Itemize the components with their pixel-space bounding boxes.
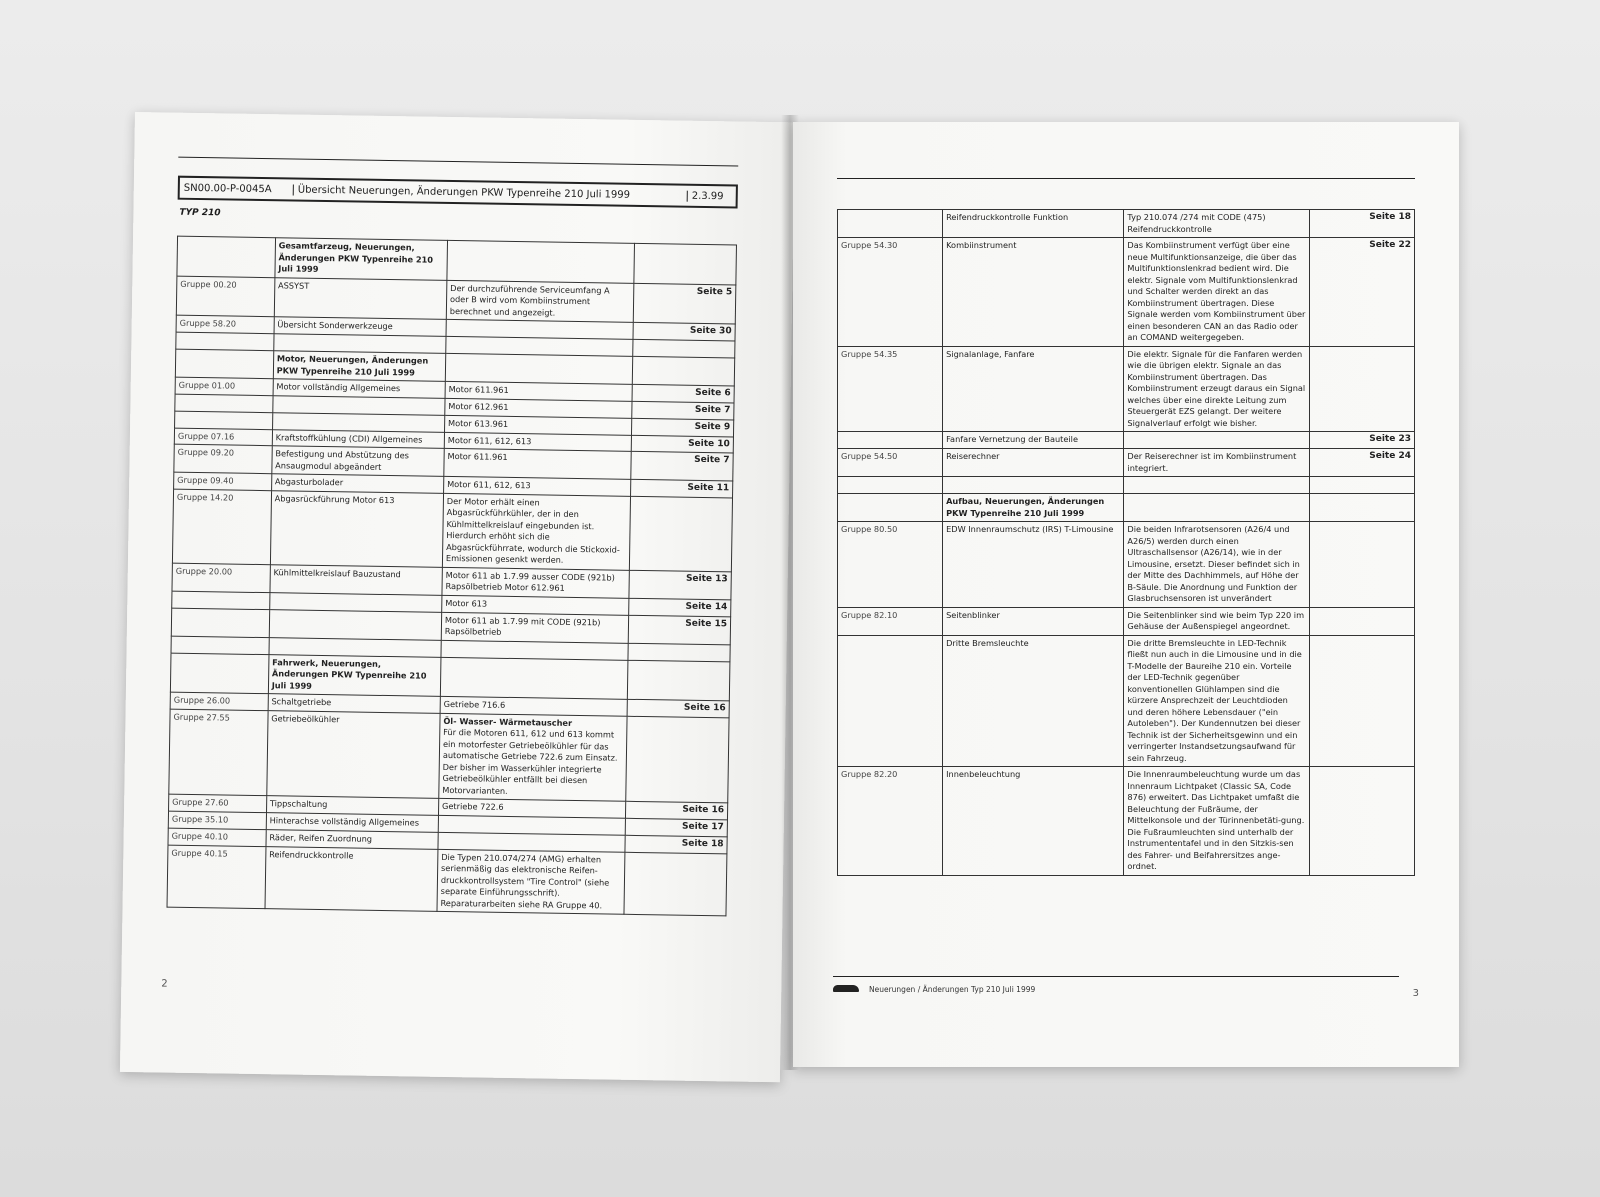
group-cell: Gruppe 26.00	[170, 692, 268, 710]
page-ref-cell	[633, 339, 735, 358]
right-overview-table	[837, 209, 1415, 876]
page-ref-cell: Seite 24	[1309, 449, 1414, 477]
table-row	[838, 346, 1415, 432]
page-ref-cell: Seite 5	[633, 283, 736, 324]
page-ref-cell: Seite 7	[631, 451, 733, 481]
group-cell: Gruppe 54.35	[838, 346, 943, 432]
group-cell: Gruppe 54.30	[838, 238, 943, 347]
group-cell	[175, 394, 273, 413]
header-title: Übersicht Neuerungen, Änderungen PKW Typenreihe 210 Juli 1999	[294, 184, 688, 201]
table-row	[838, 607, 1415, 635]
detail-cell: Die beiden Infrarotsensoren (A26/4 und A26/5) werden durch einen Ultraschallsensor (A26/14), wie in der Limousine, ersetzt. Dieser befindet sich in der Mitte des Dachhimmels, auf Höhe der B-Säule. Die Anordnung und Funktion der Glasbruchsensoren ist unverändert	[1124, 522, 1309, 608]
detail-cell: Die dritte Bremsleuchte in LED-Technik fließt nun auch in die Limousine und in die T-Modelle der Baureihe 210 ein. Vorteile der LED-Technik gegenüber konventionellen Glühlampen sind die kürzere Ansprechzeit der Leuchtdioden und deren höhere Lebensdauer ("ein Autoleben"). Der Kundennutzen bei dieser Technik ist der Sicherheitsgewinn und ein verringerter Instandsetzungsaufwand für sein Fahrzeug.	[1124, 635, 1309, 767]
group-cell: Gruppe 00.20	[176, 276, 274, 317]
group-cell: Gruppe 27.55	[169, 709, 268, 796]
page-ref-cell: Seite 18	[1309, 210, 1414, 238]
page-ref-cell	[626, 716, 729, 803]
topic-cell: EDW Innenraumschutz (IRS) T-Limousine	[943, 522, 1124, 608]
topic-cell: Motor vollständig Allgemeines	[273, 379, 445, 398]
page-number-right: 3	[1412, 988, 1419, 999]
group-cell: Gruppe 09.20	[174, 444, 272, 474]
page-ref-cell: Seite 22	[1309, 238, 1414, 347]
topic-cell: Dritte Bremsleuchte	[943, 635, 1124, 767]
table-row	[172, 489, 732, 572]
topic-cell: Signalanlage, Fanfare	[943, 346, 1124, 432]
group-cell	[838, 432, 943, 449]
table-row	[838, 210, 1415, 238]
detail-cell: Motor 612.961	[445, 398, 632, 418]
detail-cell: Motor 611 ab 1.7.99 mit CODE (921b) Rapsölbetrieb	[441, 612, 628, 643]
typ-label: TYP 210	[179, 207, 221, 219]
topic-cell: Getriebeölkühler	[267, 710, 440, 798]
page-ref-cell: Seite 30	[633, 322, 735, 341]
topic-cell: Abgasturbolader	[271, 474, 443, 493]
topic-cell: Fahrwerk, Neuerungen, Änderungen PKW Typenreihe 210 Juli 1999	[268, 654, 441, 696]
page-ref-cell	[1309, 477, 1414, 494]
topic-cell: Räder, Reifen Zuordnung	[266, 829, 438, 849]
document-header	[178, 176, 738, 209]
topic-cell: Motor, Neuerungen, Änderungen PKW Typenreihe 210 Juli 1999	[273, 351, 446, 382]
group-cell	[838, 494, 943, 522]
detail-cell: Typ 210.074 /274 mit CODE (475) Reifendruckkontrolle	[1124, 210, 1309, 238]
detail-cell: Der Motor erhält einen Abgasrückführkühler, der in den Kühlmittelkreislauf eingebunden ist. Hierdurch erhöht sich die Abgasrückführrate, wodurch die Stickoxid-Emissionen gesenkt werden.	[442, 493, 630, 570]
table-row	[838, 477, 1415, 494]
table-row	[838, 238, 1415, 347]
page-ref-cell: Seite 7	[632, 401, 734, 420]
topic-cell: Seitenblinker	[943, 607, 1124, 635]
group-cell	[838, 477, 943, 494]
table-row	[838, 494, 1415, 522]
page-ref-cell: Seite 13	[629, 570, 731, 600]
detail-cell: Die Innenraumbeleuchtung wurde um das Innenraum Lichtpaket (Classic SA, Code 876) erweitert. Das Lichtpaket umfaßt die Beleuchtung der Fußräume, der Mittelkonsole und der Türinnenbetäti-gung. Die Fußraumleuchten sind unterhalb der Instrumententafel und in den Sitzkis-sen des Fahrer- und Beifahrersitzes ange-ordnet.	[1124, 767, 1309, 876]
page-ref-cell: Seite 14	[629, 598, 731, 617]
table-row	[838, 522, 1415, 608]
detail-cell: Motor 611, 612, 613	[444, 432, 631, 451]
page-ref-cell: Seite 16	[625, 801, 727, 819]
right-page	[793, 122, 1459, 1067]
page-ref-cell: Seite 23	[1309, 432, 1414, 449]
page-ref-cell: Seite 15	[628, 615, 730, 645]
topic-cell: Innenbeleuchtung	[943, 767, 1124, 876]
detail-cell	[447, 240, 635, 282]
top-rule	[178, 157, 738, 167]
detail-text: Für die Motoren 611, 612 und 613 kommt ein motorfester Getriebeölkühler für das automatische Getriebe 722.6 zum Einsatz. Der bisher im Wasserkühler integrierte Getriebeölkühler entfällt bei diesen Motorvarianten.	[442, 726, 618, 796]
detail-cell: Motor 611 ab 1.7.99 ausser CODE (921b) Rapsölbetrieb Motor 612.961	[442, 567, 629, 598]
topic-cell: Schaltgetriebe	[268, 694, 440, 713]
detail-cell	[1124, 432, 1309, 449]
detail-cell: Getriebe 722.6	[438, 798, 625, 817]
group-cell	[838, 635, 943, 767]
header-date: 2.3.99	[691, 190, 724, 202]
group-cell: Gruppe 80.50	[838, 522, 943, 608]
page-footer	[833, 976, 1399, 994]
group-cell: Gruppe 07.16	[174, 428, 272, 446]
page-ref-cell	[634, 243, 737, 284]
topic-cell: Reiserechner	[943, 449, 1124, 477]
detail-cell: Getriebe 716.6	[440, 696, 627, 715]
topic-cell: Kühlmittelkreislauf Bauzustand	[270, 564, 443, 595]
detail-cell	[439, 713, 627, 801]
group-cell	[838, 210, 943, 238]
detail-cell: Der durchzuführende Serviceumfang A oder B wird vom Kombiinstrument berechnet und angezeigt.	[446, 280, 634, 322]
detail-cell	[1124, 494, 1309, 522]
topic-cell	[269, 609, 442, 640]
page-ref-cell	[632, 356, 734, 386]
group-cell: Gruppe 35.10	[168, 811, 266, 830]
group-cell	[170, 653, 268, 694]
page-ref-cell: Seite 18	[625, 835, 727, 854]
page-ref-cell: Seite 10	[631, 435, 733, 453]
detail-cell: Motor 611.961	[444, 448, 631, 479]
detail-cell: Die elektr. Signale für die Fanfaren werden wie die übrigen elektr. Signale an das Kombiinstrument übertragen. Das Kombiinstrument erzeugt daraus ein Signal welches über eine direkte Leitung zum Steuergerät EZS gelangt. Der weitere Signalverlauf erfolgt wie bisher.	[1124, 346, 1309, 432]
group-cell: Gruppe 40.10	[168, 828, 266, 847]
page-ref-cell	[629, 496, 732, 572]
page-ref-cell	[624, 852, 727, 916]
page-ref-cell: Seite 9	[631, 418, 733, 437]
group-cell	[175, 411, 273, 430]
detail-cell: Motor 611, 612, 613	[443, 476, 630, 495]
group-cell	[171, 636, 269, 655]
topic-cell: Tippschaltung	[266, 796, 438, 815]
group-cell	[176, 332, 274, 351]
group-cell: Gruppe 14.20	[172, 489, 271, 565]
page-ref-cell	[628, 643, 730, 662]
topic-cell: Reifendruckkontrolle Funktion	[943, 210, 1124, 238]
topic-cell: Übersicht Sonderwerkzeuge	[274, 317, 446, 337]
page-ref-cell	[1309, 494, 1414, 522]
page-number-left: 2	[161, 978, 168, 990]
page-ref-cell	[627, 660, 730, 701]
left-page	[120, 112, 795, 1082]
topic-cell: Hinterachse vollständig Allgemeines	[266, 812, 438, 832]
page-ref-cell: Seite 6	[632, 384, 734, 402]
car-icon	[833, 985, 859, 992]
page-ref-cell: Seite 16	[627, 699, 729, 717]
group-cell: Gruppe 09.40	[174, 472, 272, 490]
group-cell: Gruppe 58.20	[176, 315, 274, 334]
detail-cell: Der Reiserechner ist im Kombiinstrument integriert.	[1124, 449, 1309, 477]
table-row	[838, 767, 1415, 876]
topic-cell: Abgasrückführung Motor 613	[270, 490, 443, 567]
group-cell: Gruppe 82.10	[838, 607, 943, 635]
page-ref-cell	[1309, 607, 1414, 635]
topic-cell	[943, 477, 1124, 494]
detail-cell: Motor 613.961	[444, 415, 631, 435]
table-row	[169, 709, 729, 803]
group-cell: Gruppe 54.50	[838, 449, 943, 477]
group-cell: Gruppe 20.00	[172, 563, 270, 593]
group-cell	[175, 349, 273, 379]
topic-cell: ASSYST	[274, 277, 447, 319]
page-ref-cell	[1309, 346, 1414, 432]
detail-cell: Motor 613	[442, 595, 629, 615]
header-code: SN00.00-P-0045A	[180, 182, 294, 195]
topic-cell: Kraftstoffkühlung (CDI) Allgemeines	[272, 429, 444, 448]
group-cell	[172, 591, 270, 610]
footer-text: Neuerungen / Änderungen Typ 210 Juli 1999	[869, 985, 1036, 994]
topic-cell: Kombiinstrument	[943, 238, 1124, 347]
detail-cell: Die Seitenblinker sind wie beim Typ 220 im Gehäuse der Außenspiegel angeordnet.	[1124, 607, 1309, 635]
detail-cell	[440, 657, 628, 699]
page-ref-cell	[1309, 522, 1414, 608]
detail-cell: Motor 611.961	[445, 381, 632, 400]
group-cell	[177, 236, 275, 277]
left-overview-table	[167, 236, 737, 917]
group-cell: Gruppe 40.15	[167, 845, 266, 909]
table-row	[838, 432, 1415, 449]
table-row	[838, 449, 1415, 477]
page-ref-cell	[1309, 635, 1414, 767]
detail-cell: Die Typen 210.074/274 (AMG) erhalten serienmäßig das elektronische Reifen-druckkontrollsystem "Tire Control" (siehe separate Einführungsschrift). Reparaturarbeiten siehe RA Gruppe 40.	[437, 849, 625, 914]
topic-cell: Fanfare Vernetzung der Bauteile	[943, 432, 1124, 449]
detail-heading: Öl- Wasser- Wärmetauscher	[443, 715, 573, 728]
topic-cell: Befestigung und Abstützung des Ansaugmodul abgeändert	[272, 446, 445, 477]
table-row	[838, 635, 1415, 767]
group-cell: Gruppe 82.20	[838, 767, 943, 876]
table-row	[167, 845, 727, 916]
detail-cell	[1124, 477, 1309, 494]
detail-cell: Das Kombiinstrument verfügt über eine neue Multifunktionsanzeige, die über das Multifunktionslenkrad bedient wird. Die elektr. Signale vom Multifunktionslenkrad und Schalter werden direkt an das Kombiinstrument übertragen. Diese Signale werden vom Kombiinstrument über einen besonderen CAN an das Radio oder an COMAND weitergegeben.	[1124, 238, 1309, 347]
page-ref-cell	[1309, 767, 1414, 876]
group-cell: Gruppe 01.00	[175, 377, 273, 395]
page-ref-cell: Seite 17	[625, 818, 727, 837]
topic-cell: Reifendruckkontrolle	[265, 846, 438, 911]
detail-cell	[445, 353, 632, 384]
group-cell	[171, 608, 269, 638]
topic-cell: Gesamtfarzeug, Neuerungen, Änderungen PKW Typenreihe 210 Juli 1999	[275, 238, 448, 280]
page-ref-cell: Seite 11	[630, 479, 732, 497]
group-cell: Gruppe 27.60	[169, 794, 267, 812]
topic-cell: Aufbau, Neuerungen, Änderungen PKW Typenreihe 210 Juli 1999	[943, 494, 1124, 522]
